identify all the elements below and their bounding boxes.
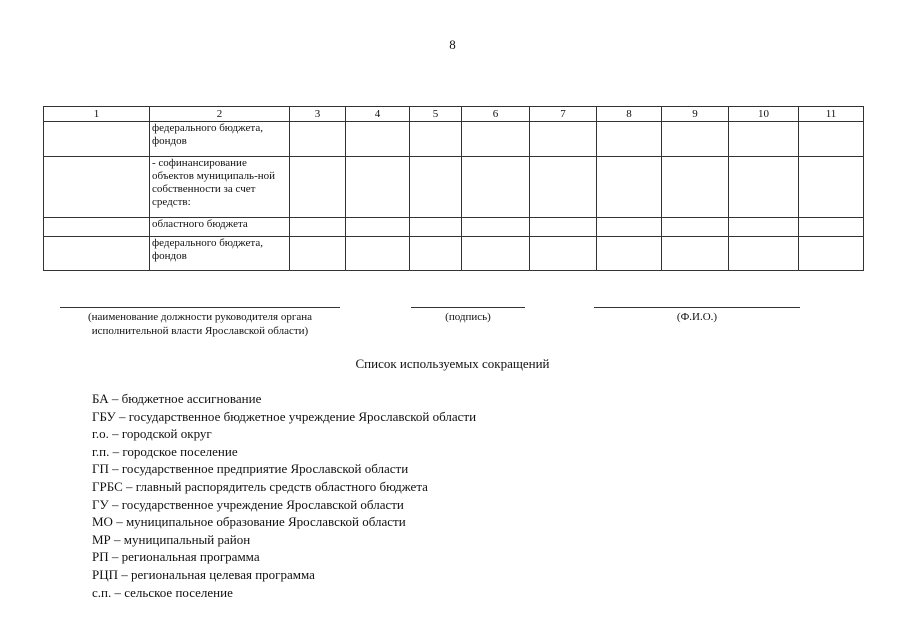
list-item: с.п. – сельское поселение: [92, 584, 233, 600]
table-cell: федерального бюджета, фондов: [150, 237, 290, 271]
table-cell: [799, 237, 864, 271]
table-cell: [729, 218, 799, 237]
page-number: 8: [449, 37, 456, 52]
list-item: г.о. – городской округ: [92, 426, 212, 442]
table-cell: [799, 157, 864, 218]
column-header: 6: [462, 107, 530, 122]
table-cell: [462, 237, 530, 271]
table-cell: [346, 237, 410, 271]
abbreviations-title: Список используемых сокращений: [355, 356, 550, 371]
list-item: МО – муниципальное образование Ярославской области: [92, 514, 406, 530]
list-item: РЦП – региональная целевая программа: [92, 566, 315, 582]
table-cell: [44, 237, 150, 271]
table-cell: [462, 122, 530, 157]
signature-line: [411, 307, 525, 308]
column-header: 3: [290, 107, 346, 122]
table-cell: [597, 237, 662, 271]
signature-sign-caption: (подпись): [445, 311, 491, 323]
table-cell: - софинансирование объектов муниципаль-ной собственности за счет средств:: [150, 157, 290, 218]
list-item: ГП – государственное предприятие Ярославской области: [92, 461, 409, 477]
table-row: [44, 157, 864, 218]
table-cell: [799, 122, 864, 157]
table-cell: [44, 122, 150, 157]
table-cell: [346, 122, 410, 157]
abbreviations-list: [92, 390, 476, 601]
table-cell: [530, 218, 597, 237]
signature-name-caption: (Ф.И.О.): [676, 311, 718, 323]
list-item: ГУ – государственное учреждение Ярославской области: [92, 496, 404, 512]
table-cell: [290, 237, 346, 271]
list-item: РП – региональная программа: [92, 549, 260, 565]
column-header: 9: [662, 107, 729, 122]
table-row: [44, 237, 864, 271]
table-cell: [44, 218, 150, 237]
list-item: г.п. – городское поселение: [92, 443, 238, 459]
table-cell: [662, 237, 729, 271]
table-cell: областного бюджета: [150, 218, 290, 237]
signature-line: [60, 307, 340, 308]
signature-line: [594, 307, 800, 308]
column-header: 10: [729, 107, 799, 122]
signature-position-block: [55, 307, 345, 338]
column-header: 4: [346, 107, 410, 122]
table-cell: [597, 157, 662, 218]
signature-sign-block: [408, 307, 528, 324]
column-header: 8: [597, 107, 662, 122]
list-item: МР – муниципальный район: [92, 531, 251, 547]
table-cell: [346, 157, 410, 218]
column-header: 5: [410, 107, 462, 122]
list-item: ГРБС – главный распорядитель средств областного бюджета: [92, 478, 428, 494]
data-table: [43, 106, 864, 271]
column-header: 7: [530, 107, 597, 122]
table-cell: [290, 122, 346, 157]
table-cell: [410, 237, 462, 271]
table-cell: [729, 157, 799, 218]
table-cell: [799, 218, 864, 237]
table-cell: [597, 218, 662, 237]
table-cell: федерального бюджета, фондов: [150, 122, 290, 157]
table-cell: [410, 157, 462, 218]
list-item: БА – бюджетное ассигнование: [92, 391, 262, 406]
table-cell: [44, 157, 150, 218]
table-cell: [597, 122, 662, 157]
column-header: 2: [150, 107, 290, 122]
list-item: ГБУ – государственное бюджетное учреждение Ярославской области: [92, 408, 477, 424]
table-cell: [290, 157, 346, 218]
table-cell: [530, 122, 597, 157]
table-cell: [530, 237, 597, 271]
table-cell: [662, 157, 729, 218]
table-cell: [662, 122, 729, 157]
table-header-row: [44, 107, 864, 122]
table-cell: [410, 122, 462, 157]
table-cell: [346, 218, 410, 237]
column-header: 11: [799, 107, 864, 122]
column-header: 1: [44, 107, 150, 122]
table-cell: [410, 218, 462, 237]
table-cell: [662, 218, 729, 237]
table-cell: [530, 157, 597, 218]
table-row: [44, 218, 864, 237]
table-cell: [462, 218, 530, 237]
table-cell: [290, 218, 346, 237]
table-cell: [462, 157, 530, 218]
table-row: [44, 122, 864, 157]
table-cell: [729, 122, 799, 157]
table-cell: [729, 237, 799, 271]
signature-name-block: [592, 307, 802, 324]
signature-position-caption: (наименование должности руководителя органа исполнительной власти Ярославской области): [88, 311, 312, 337]
